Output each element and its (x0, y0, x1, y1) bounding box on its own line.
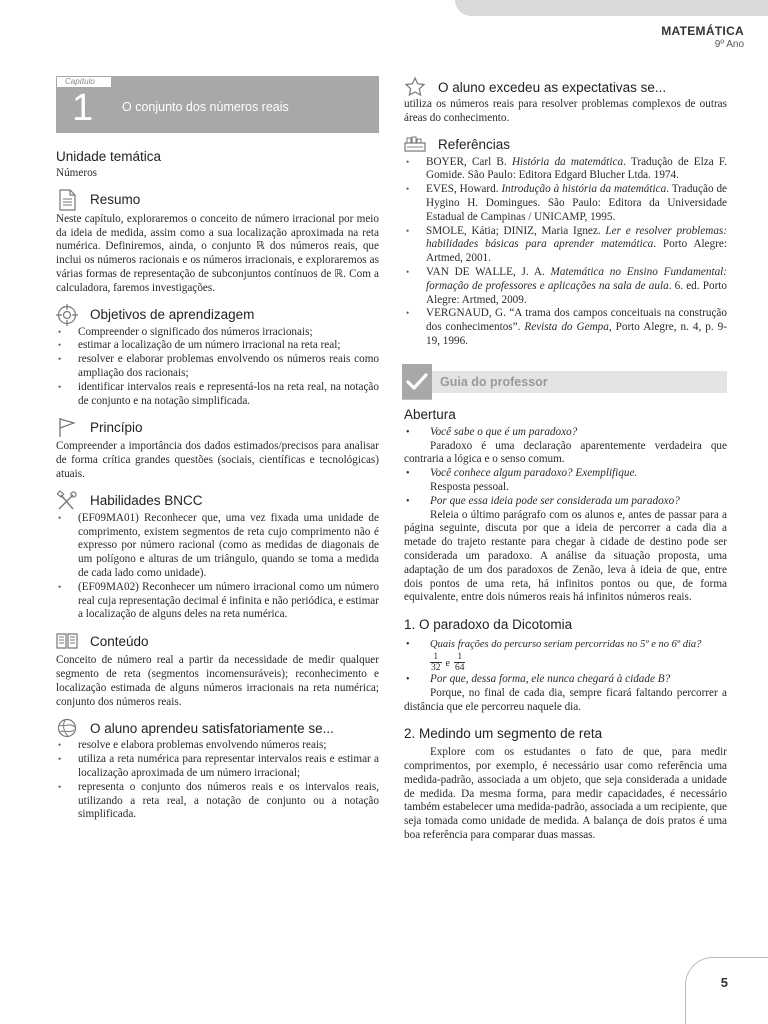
guia-title: Guia do professor (440, 374, 548, 389)
abertura-a3: Releia o último parágrafo com os alunos e, antes de passar para a página seguinte, discuta por que a ideia de percorrer a cada dia a metade do trajeto restante para chegar à cidade de destino pode ser considerada um paradoxo. A análise da situação proposta, uma adaptação de um dos paradoxos de Zenão, leva à ideia de que, entre dois pontos de uma reta, há infinitos pontos ou que, de forma equivalente, entre dois números reais há infinitos números reais. (404, 508, 727, 604)
excedeu-section-head (404, 76, 727, 98)
right-column (404, 76, 727, 843)
fraction: $\frac{1}{64}$ (454, 651, 465, 673)
tools-icon (56, 490, 78, 512)
page-number: 5 (720, 975, 728, 990)
referencias-section-head (404, 134, 727, 156)
chapter-number: 1 (72, 87, 94, 129)
referencias-list (404, 156, 727, 349)
guia-banner (404, 371, 727, 393)
list-item: • resolver e elaborar problemas envolvendo os números reais como ampliação dos racionais; (56, 353, 379, 381)
list-item: • Compreender o significado dos números irracionais; (56, 326, 379, 340)
star-icon (404, 76, 426, 98)
principio-text: Compreender a importância dos dados estimados/precisos para analisar de forma crítica grandes questões (sociais, científicas e tecnológicas) atuais. (56, 440, 379, 480)
open-book-icon (56, 630, 78, 652)
conteudo-text: Conceito de número real a partir da necessidade de medir qualquer segmento de reta (segmentos incomensuráveis); reconhecimento e localização estimada de alguns números irracionais na reta numérica; conjunto dos números reais. (56, 654, 379, 708)
target-icon (56, 304, 78, 326)
medindo-text: Explore com os estudantes o fato de que, para medir comprimentos, por exemplo, é necessário usar como referência uma medida-padrão, associada a um objeto, que seja considerada a unidade de medida. Da mesma forma, para medir capacidades, é necessário também estabelecer uma medida-padrão, associada a um recipiente, que seja tomada como unidade de medida. A balança de dois pratos é uma boa referência para comparar duas massas. (404, 746, 727, 842)
objetivos-list (56, 326, 379, 409)
dicotomia-heading: 1. O paradoxo da Dicotomia (404, 617, 573, 633)
dicotomia-answer-fractions: $\frac{1}{32}$ e $\frac{1}{64}$ (431, 651, 465, 673)
reference-item: • SMOLE, Kátia; DINIZ, Maria Ignez. Ler e resolver problemas: habilidades básicas para aprender matemática. Porto Alegre: Artmed, 2001. (404, 225, 727, 266)
resumo-text: Neste capítulo, exploraremos o conceito de número irracional por meio da ideia de medida, assim como a sua localização aproximada na reta numérica. Definiremos, ainda, o conjunto ℝ dos números reais, que inclui os números racionais e os números irracionais, e exploraremos as várias formas de representação de subconjuntos contínuos de ℝ. Com a calculadora, faremos investigações. (56, 212, 379, 294)
excedeu-heading: O aluno excedeu as expectativas se... (438, 79, 667, 95)
excedeu-text: utiliza os números reais para resolver problemas complexos de outras áreas do conhecimento. (404, 98, 727, 124)
abertura-a1: Paradoxo é uma declaração aparentemente verdadeira que contraria a lógica e o senso comum. (404, 439, 727, 466)
globe-icon (56, 717, 78, 739)
dicotomia-a2: Porque, no final de cada dia, sempre ficará faltando percorrer a distância que ele percorreu naquele dia. (404, 686, 727, 713)
reference-item: • VAN DE WALLE, J. A. Matemática no Ensino Fundamental: formação de professores e aplicações na sala de aula. 6. ed. Porto Alegre: Artmed, 2009. (404, 266, 727, 307)
page-header (661, 24, 744, 50)
referencias-heading: Referências (438, 137, 511, 153)
list-item: • utiliza a reta numérica para representar intervalos reais e estimar a localização aproximada de um número irracional; (56, 753, 379, 781)
fraction: $\frac{1}{32}$ (431, 651, 441, 673)
books-icon (404, 134, 426, 156)
objetivos-section-head (56, 304, 379, 326)
chapter-banner (56, 76, 379, 133)
habilidades-list (56, 512, 379, 622)
abertura-q3: • Por que essa ideia pode ser considerada um paradoxo? (404, 495, 727, 509)
dicotomia-q2: • Por que, dessa forma, ele nunca chegará à cidade B? (404, 673, 727, 687)
list-item: • (EF09MA01) Reconhecer que, uma vez fixada uma unidade de comprimento, existem segmentos de reta cujo comprimento não é expresso por número racional (como as medidas de diagonais de um polígono e alturas de um triângulo, quando se toma a medida de cada lado como unidade). (56, 512, 379, 581)
chapter-title: O conjunto dos números reais (122, 100, 289, 114)
satisfatorio-heading: O aluno aprendeu satisfatoriamente se... (90, 720, 334, 736)
document-icon (56, 189, 78, 211)
principio-heading: Princípio (90, 419, 143, 435)
page-number-tab (685, 957, 768, 1024)
medindo-heading: 2. Medindo um segmento de reta (404, 726, 603, 742)
conteudo-heading: Conteúdo (90, 633, 149, 649)
abertura-q2: • Você conhece algum paradoxo? Exemplifique. (404, 467, 727, 481)
unidade-heading: Unidade temática (56, 149, 162, 164)
habilidades-heading: Habilidades BNCC (90, 493, 203, 509)
list-item: • identificar intervalos reais e representá-los na reta real, na notação de conjunto e na notação simplificada. (56, 381, 379, 409)
grade-label: 9º Ano (714, 39, 744, 50)
header-tab-decoration (455, 0, 768, 16)
satisfatorio-list (56, 739, 379, 822)
abertura-q1: • Você sabe o que é um paradoxo? (404, 426, 727, 440)
principio-section-head (56, 416, 379, 438)
resumo-heading: Resumo (90, 192, 141, 208)
habilidades-section-head (56, 490, 379, 512)
reference-item: • EVES, Howard. Introdução à história da matemática. Tradução de Hygino H. Domingues. São Paulo: Editora da Universidade Estadual de Campinas / UNICAMP, 1995. (404, 183, 727, 224)
list-item: • (EF09MA02) Reconhecer um número irracional como um número real cuja representação decimal é infinita e não periódica, e estimar a localização de alguns deles na reta numérica. (56, 581, 379, 622)
satisfatorio-section-head (56, 717, 379, 739)
list-item: • resolve e elabora problemas envolvendo números reais; (56, 739, 379, 753)
list-item: • representa o conjunto dos números reais e os intervalos reais, utilizando a reta real, a notação de conjunto ou a notação simplificada. (56, 781, 379, 822)
left-column (56, 76, 379, 822)
unidade-text: Números (56, 167, 98, 179)
chapter-tab-label: Capítulo (56, 76, 112, 88)
dicotomia-q1: • Quais frações do percurso seriam percorridas no 5º e no 6º dia? (404, 638, 727, 652)
objetivos-heading: Objetivos de aprendizagem (90, 307, 255, 323)
subject-title: MATEMÁTICA (661, 24, 744, 38)
checkmark-icon (402, 364, 432, 400)
conteudo-section-head (56, 630, 379, 652)
abertura-a2: Resposta pessoal. (430, 480, 509, 493)
reference-item: • VERGNAUD, G. “A trama dos campos conceituais na construção dos conhecimentos”. Revista do Gempa, Porto Alegre, n. 4, p. 9-19, 1996. (404, 307, 727, 348)
reference-item: • BOYER, Carl B. História da matemática. Tradução de Elza F. Gomide. São Paulo: Editora Edgard Blucher Ltda. 1974. (404, 156, 727, 184)
resumo-section-head (56, 189, 379, 211)
abertura-heading: Abertura (404, 406, 456, 422)
list-item: • estimar a localização de um número irracional na reta real; (56, 339, 379, 353)
flag-icon (56, 416, 78, 438)
